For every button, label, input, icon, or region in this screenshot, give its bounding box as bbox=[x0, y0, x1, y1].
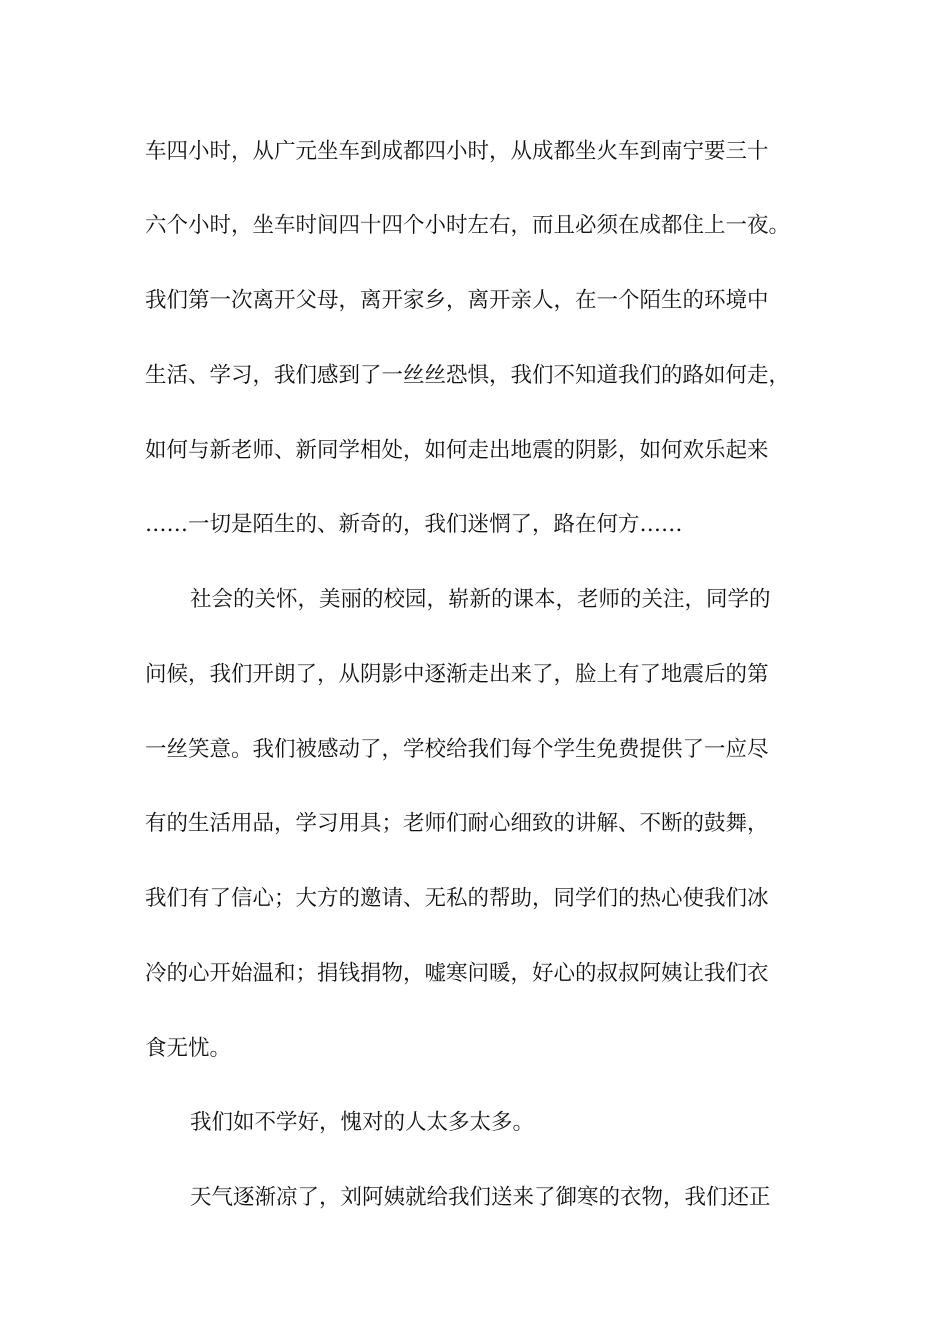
text-line: 如何与新老师、新同学相处，如何走出地震的阴影，如何欢乐起来 bbox=[145, 438, 769, 463]
text-line: 食无忧。 bbox=[145, 1036, 232, 1061]
text-line: 我们第一次离开父母，离开家乡，离开亲人，在一个陌生的环境中 bbox=[145, 288, 769, 313]
text-line: 生活、学习，我们感到了一丝丝恐惧，我们不知道我们的路如何走， bbox=[145, 363, 791, 388]
paragraph-first-line: 社会的关怀，美丽的校园，崭新的课本，老师的关注，同学的 bbox=[190, 587, 771, 612]
text-line: ……一切是陌生的、新奇的，我们迷惘了，路在何方…… bbox=[145, 512, 683, 537]
paragraph-first-line: 我们如不学好，愧对的人太多太多。 bbox=[190, 1110, 535, 1135]
text-line: 问候，我们开朗了，从阴影中逐渐走出来了，脸上有了地震后的第 bbox=[145, 662, 769, 687]
text-line: 冷的心开始温和；捐钱捐物，嘘寒问暖，好心的叔叔阿姨让我们衣 bbox=[145, 961, 769, 986]
text-line: 车四小时，从广元坐车到成都四小时，从成都坐火车到南宁要三十 bbox=[145, 139, 769, 164]
text-line: 一丝笑意。我们被感动了，学校给我们每个学生免费提供了一应尽 bbox=[145, 737, 769, 762]
text-line: 有的生活用品，学习用具；老师们耐心细致的讲解、不断的鼓舞， bbox=[145, 811, 769, 836]
text-line: 我们有了信心；大方的邀请、无私的帮助，同学们的热心使我们冰 bbox=[145, 886, 769, 911]
paragraph-first-line: 天气逐渐凉了，刘阿姨就给我们送来了御寒的衣物，我们还正 bbox=[190, 1185, 771, 1210]
text-line: 六个小时，坐车时间四十四个小时左右，而且必须在成都住上一夜。 bbox=[145, 213, 791, 238]
